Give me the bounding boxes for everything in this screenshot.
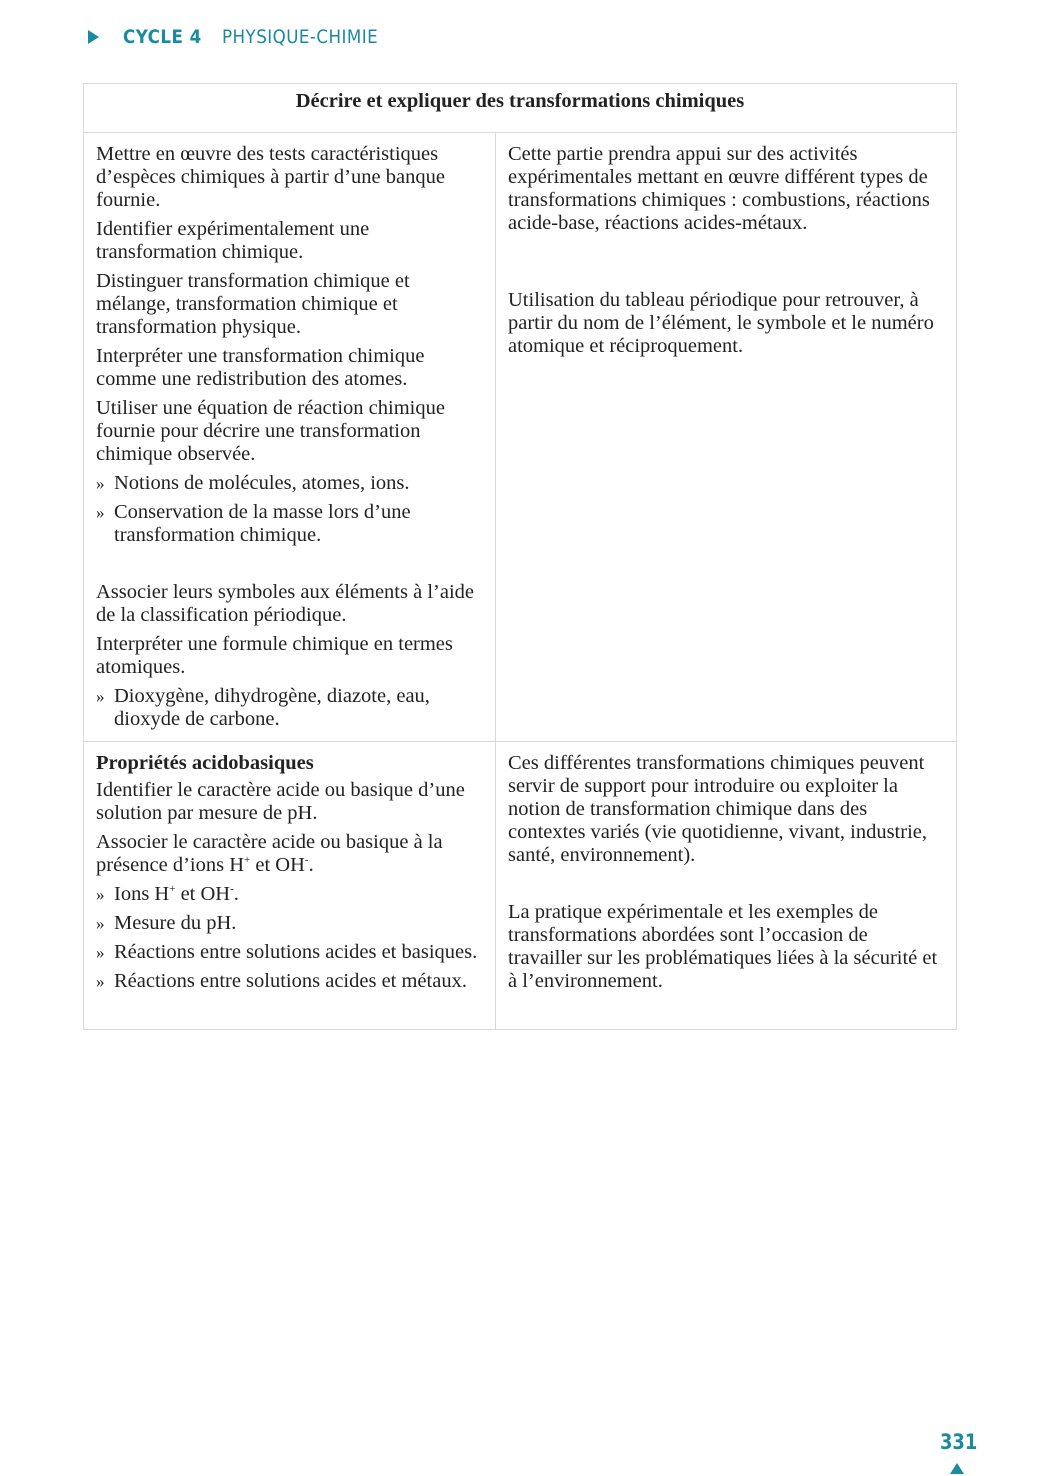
list-item-text: Réactions entre solutions acides et basiques. (114, 941, 478, 963)
subject-label: PHYSIQUE-CHIMIE (222, 26, 379, 48)
list-item (96, 912, 483, 935)
list-item-text: Dioxygène, dihydrogène, diazote, eau, dioxyde de carbone. (114, 685, 430, 730)
activity-text: Cette partie prendra appui sur des activités expérimentales mettant en œuvre différent types de transformations chimiques : combustions, réactions acide-base, réactions acides-métaux. (508, 143, 930, 234)
list-item-text: Ions H+ et OH-. (114, 883, 239, 905)
activities-cell (496, 133, 957, 742)
bullet-marker: » (96, 687, 105, 706)
skill-text: Mettre en œuvre des tests caractéristiques d’espèces chimiques à partir d’une banque fournie. (96, 143, 445, 211)
bullet-marker: » (96, 503, 105, 522)
program-table (83, 83, 957, 1030)
skill-text: Utiliser une équation de réaction chimique fournie pour décrire une transformation chimique observée. (96, 397, 445, 465)
skill-text: Identifier le caractère acide ou basique d’une solution par mesure de pH. (96, 779, 465, 824)
skill-text: Interpréter une transformation chimique comme une redistribution des atomes. (96, 345, 425, 390)
list-item-text: Notions de molécules, atomes, ions. (114, 472, 410, 494)
bullet-marker: » (96, 474, 105, 493)
skill-text: Interpréter une formule chimique en termes atomiques. (96, 633, 453, 678)
skill-text: Identifier expérimentalement une transformation chimique. (96, 218, 370, 263)
activities-cell (496, 742, 957, 1030)
list-item (96, 685, 483, 731)
section-heading: Propriétés acidobasiques (96, 752, 314, 774)
activity-text: Ces différentes transformations chimiques peuvent servir de support pour introduire ou exploiter la notion de transformation chimique dans des contextes variés (vie quotidienne, vivant, industrie, santé, environnement). (508, 752, 927, 866)
list-item (96, 970, 483, 993)
skill-text: Associer le caractère acide ou basique à la présence d’ions H+ et OH-. (96, 831, 443, 876)
skills-cell (84, 742, 496, 1030)
table-row (84, 742, 957, 1030)
cycle-label: CYCLE 4 (123, 26, 202, 48)
list-item (96, 883, 483, 906)
up-triangle-icon (950, 1463, 964, 1474)
skill-text: Distinguer transformation chimique et mélange, transformation chimique et transformation physique. (96, 270, 410, 338)
skills-cell (84, 133, 496, 742)
bullet-marker: » (96, 885, 105, 904)
bullet-marker: » (96, 972, 105, 991)
list-item-text: Réactions entre solutions acides et métaux. (114, 970, 467, 992)
skill-text: Associer leurs symboles aux éléments à l’aide de la classification périodique. (96, 581, 474, 626)
play-triangle-icon (88, 30, 99, 44)
activity-text: La pratique expérimentale et les exemples de transformations abordées sont l’occasion de travailler sur les problématiques liées à la sécurité et à l’environnement. (508, 901, 938, 992)
activity-text: Utilisation du tableau périodique pour retrouver, à partir du nom de l’élément, le symbole et le numéro atomique et réciproquement. (508, 289, 934, 357)
page-header (88, 26, 400, 48)
list-item (96, 501, 483, 547)
bullet-marker: » (96, 943, 105, 962)
list-item-text: Mesure du pH. (114, 912, 237, 934)
table-title: Décrire et expliquer des transformations chimiques (84, 84, 957, 133)
bullet-marker: » (96, 914, 105, 933)
page-number: 331 (940, 1430, 978, 1454)
list-item-text: Conservation de la masse lors d’une transformation chimique. (114, 501, 411, 546)
list-item (96, 472, 483, 495)
list-item (96, 941, 483, 964)
table-row (84, 133, 957, 742)
